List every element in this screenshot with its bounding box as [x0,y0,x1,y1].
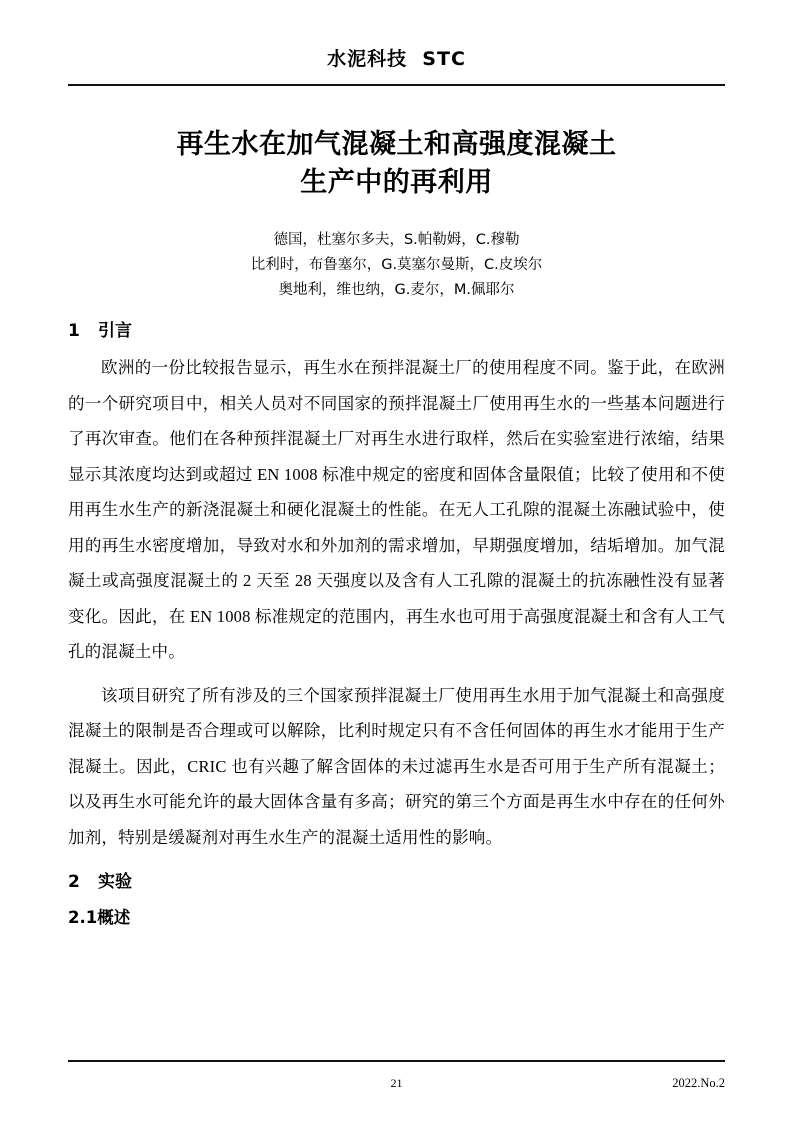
subsection-number-2-1: 2.1 [68,908,98,927]
section-title-2: 实验 [98,872,132,892]
page-footer [68,1076,725,1096]
author-list [68,228,725,303]
paragraph-1-1: 欧洲的一份比较报告显示，再生水在预拌混凝土厂的使用程度不同。鉴于此，在欧洲的一个研究项目中，相关人员对不同国家的预拌混凝土厂使用再生水的一些基本问题进行了再次审查。他们在各种预拌混凝土厂对再生水进行取样，然后在实验室进行浓缩，结果显示其浓度均达到或超过 EN 1008 标准中规定的密度和固体含量限值；比较了使用和不使用再生水生产的新浇混凝土和硬化混凝土的性能。在无人工孔隙的混凝土冻融试验中，使用的再生水密度增加，导致对水和外加剂的需求增加，早期强度增加，结垢增加。加气混凝土或高强度混凝土的 2 天至 28 天强度以及含有人工孔隙的混凝土的抗冻融性没有显著变化。因此，在 EN 1008 标准规定的范围内，再生水也可用于高强度混凝土和含有人工气孔的混凝土中。 [68,358,725,661]
running-head-title: 水泥科技 STC [327,48,466,70]
page-title-line-2: 生产中的再利用 [300,167,493,198]
issue-label: 2022.No.2 [672,1076,725,1090]
section-title-1: 引言 [98,321,132,341]
header-divider [68,84,725,86]
section-number-1: 1 [68,321,80,341]
page-content [68,0,725,1122]
subsection-heading-2-1 [68,905,725,931]
page-number: 21 [390,1076,403,1090]
author-line-2: 比利时，布鲁塞尔，G.莫塞尔曼斯，C.皮埃尔 [250,257,543,273]
page-title-line-1: 再生水在加气混凝土和高强度混凝土 [176,129,617,160]
section-number-2: 2 [68,872,80,892]
section-2-block [68,869,725,931]
running-head [68,44,725,71]
author-line-1: 德国，杜塞尔多夫，S.帕勒姆，C.穆勒 [273,232,520,248]
subsection-title-2-1: 概述 [97,908,131,927]
paragraph-1-2: 该项目研究了所有涉及的三个国家预拌混凝土厂使用再生水用于加气混凝土和高强度混凝土的限制是否合理或可以解除，比利时规定只有不含任何固体的再生水才能用于生产混凝土。因此，CRIC 也有兴趣了解含固体的未过滤再生水是否可用于生产所有混凝土；以及再生水可能允许的最大固体含量有多高；研究的第三个方面是再生水中存在的任何外加剂，特别是缓凝剂对再生水生产的混凝土适用性的影响。 [68,685,725,847]
section-heading-1 [68,318,725,344]
author-line-3: 奥地利，维也纳，G.麦尔，M.佩耶尔 [278,282,515,298]
footer-divider [68,1060,725,1062]
section-heading-2 [68,869,725,895]
page-title [68,126,725,202]
document-body [68,318,725,931]
